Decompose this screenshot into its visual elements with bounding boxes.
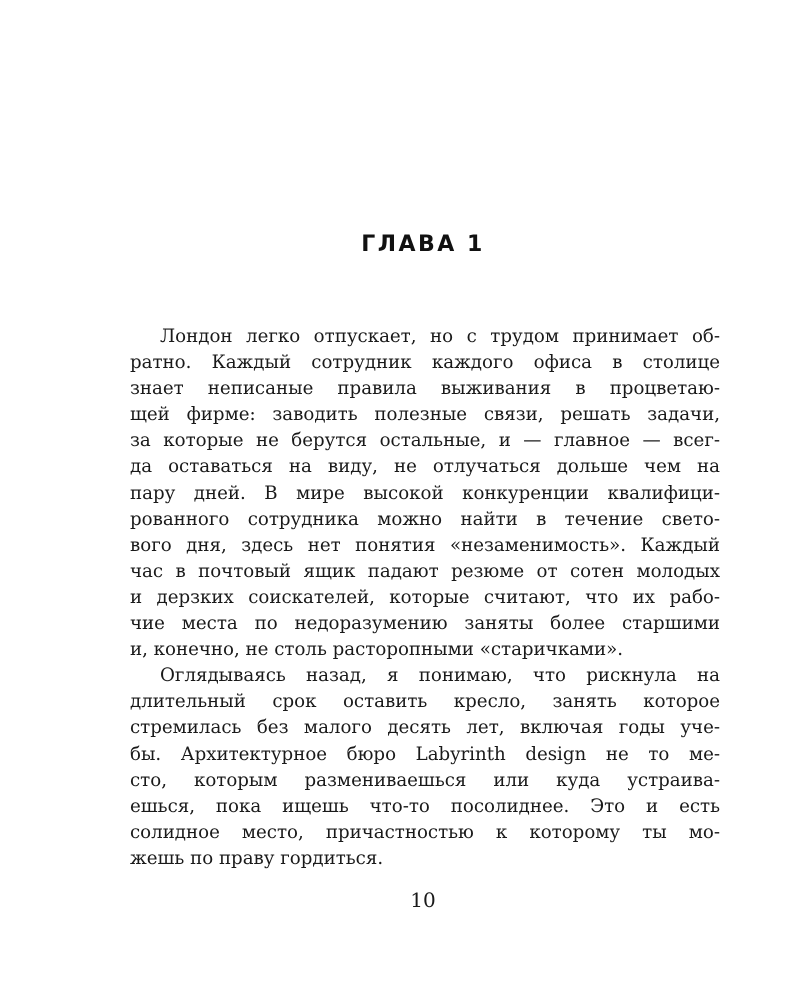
text-line: Лондон легко отпускает, но с трудом принимает об- [160,326,720,347]
paragraph [130,324,720,663]
text-line: ратно. Каждый сотрудник каждого офиса в столице [130,352,720,374]
text-line: рованного сотрудника можно найти в течение свето- [130,508,720,530]
text-line: да оставаться на виду, не отлучаться дольше чем на [130,456,720,478]
text-line: сто, которым размениваешься или куда устраива- [130,769,720,791]
text-line: ешься, пока ищешь что-то посолиднее. Это и есть [130,795,720,817]
text-line: бы. Архитектурное бюро Labyrinth design не то ме- [130,743,720,765]
chapter-title: ГЛАВА 1 [361,232,485,257]
text-line: за которые не берутся остальные, и — главное — всег- [130,430,720,452]
text-line: стремилась без малого десять лет, включая годы уче- [130,717,720,739]
text-line: щей фирме: заводить полезные связи, решать задачи, [130,404,720,426]
text-line: и, конечно, не столь расторопными «старичками». [130,639,624,661]
text-line: и дерзких соискателей, которые считают, что их рабо- [130,586,720,608]
text-line: Оглядываясь назад, я понимаю, что рискнула на [160,665,720,687]
text-line: вого дня, здесь нет понятия «незаменимость». Каждый [130,534,720,556]
text-line: длительный срок оставить кресло, занять которое [130,691,720,713]
text-line: чие места по недоразумению заняты более старшими [130,613,720,635]
text-line: жешь по праву гордиться. [130,847,384,869]
body-text [130,324,720,872]
text-line: солидное место, причастностью к которому ты мо- [130,821,720,843]
paragraph [130,663,720,872]
text-line: пару дней. В мире высокой конкуренции квалифици- [130,482,720,504]
text-line: час в почтовый ящик падают резюме от сотен молодых [130,560,720,582]
page-number: 10 [410,888,436,912]
text-line: знает неписаные правила выживания в процветаю- [130,378,720,400]
